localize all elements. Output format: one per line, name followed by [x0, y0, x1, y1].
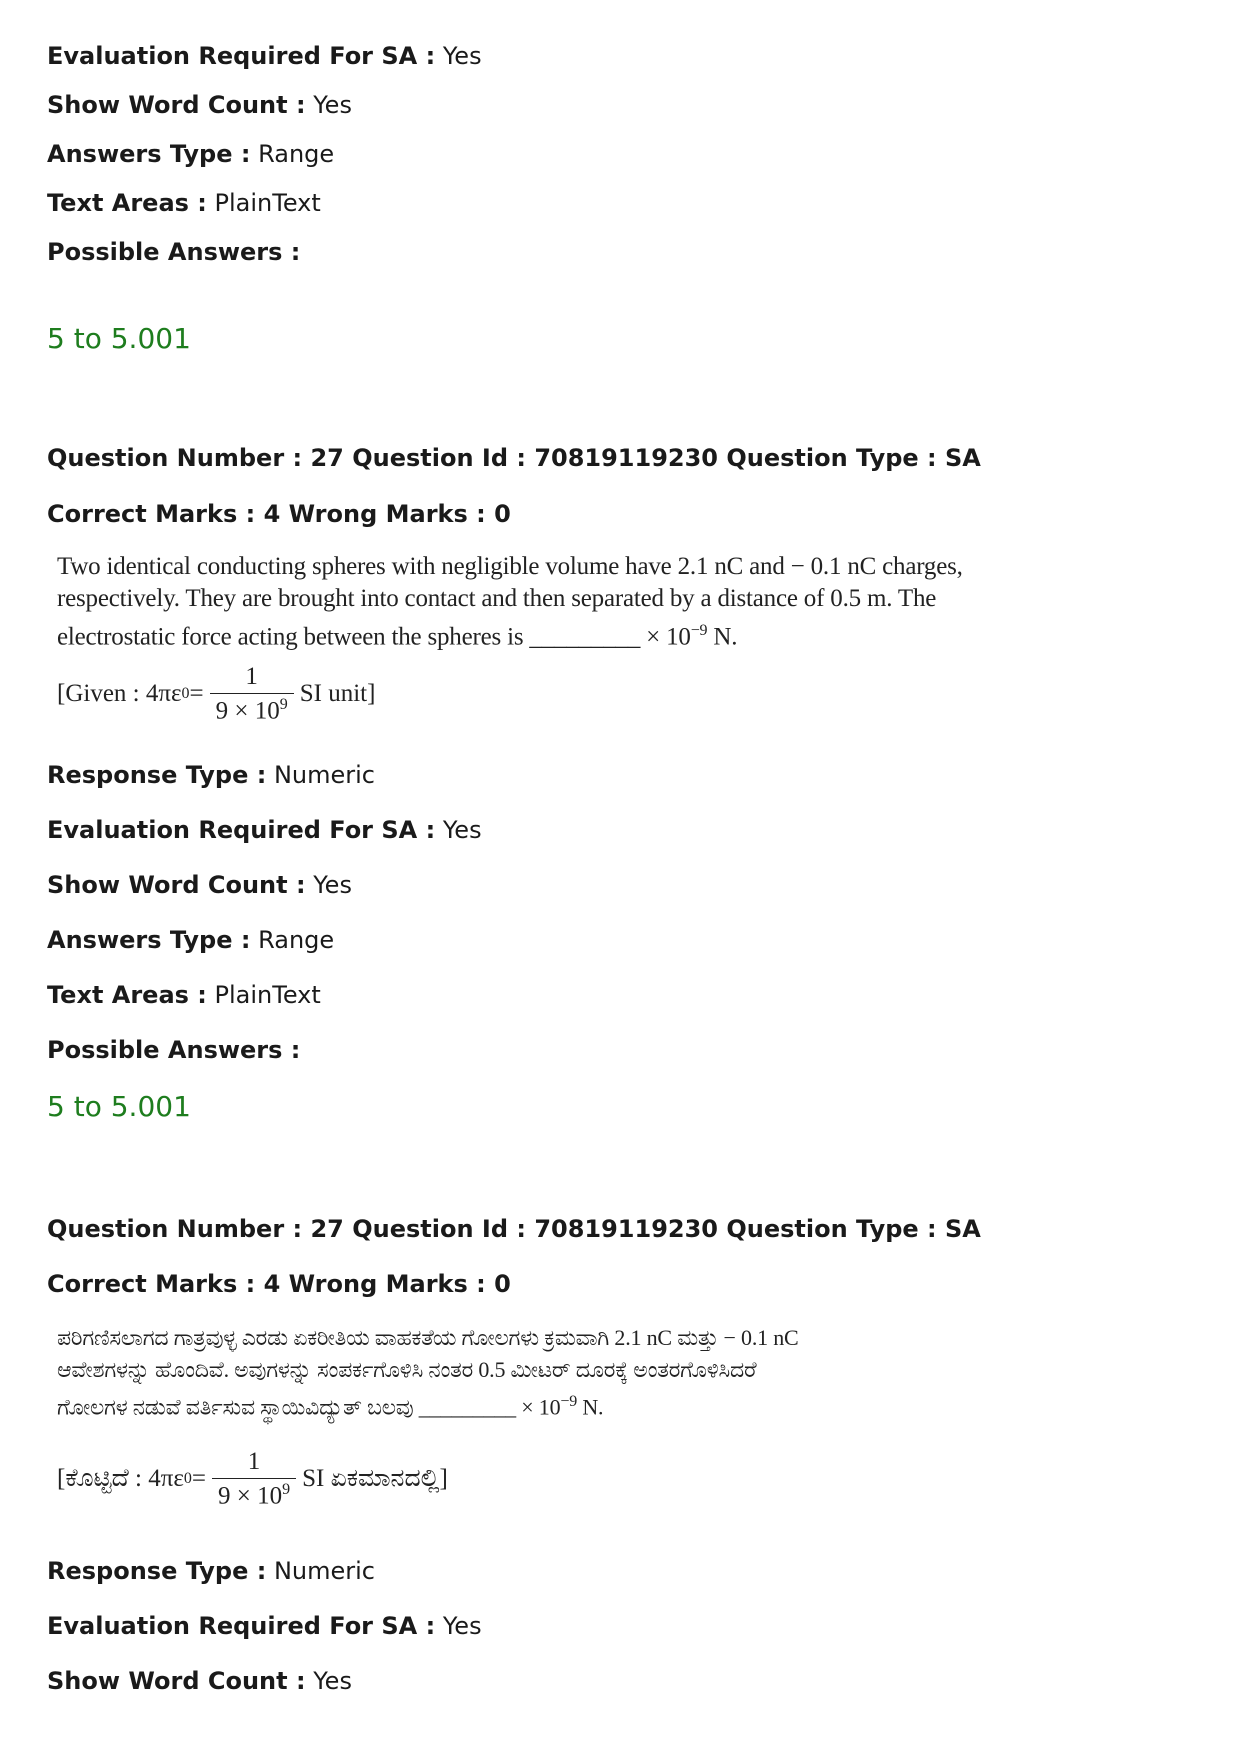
subscript: 0: [183, 1470, 192, 1488]
question-header: Question Number : 27 Question Id : 70819119230 Question Type : SA: [47, 444, 981, 472]
text-areas-field: [47, 188, 321, 218]
field-value: PlainText: [214, 981, 321, 1009]
show-word-count-field: [47, 90, 352, 120]
question-header: Question Number : 27 Question Id : 70819119230 Question Type : SA: [47, 1215, 981, 1243]
field-label: Possible Answers :: [47, 238, 301, 266]
denominator-base: 9 × 10: [217, 1482, 283, 1510]
question-text-line: [57, 1386, 799, 1423]
question-text: [57, 551, 963, 653]
equals-sign: =: [191, 1465, 206, 1493]
evaluation-required-field: [47, 1611, 482, 1641]
fraction-numerator: 1: [245, 663, 258, 690]
response-type-field: [47, 1556, 375, 1586]
field-label: Evaluation Required For SA :: [47, 816, 436, 844]
response-type-field: [47, 760, 375, 790]
question-text-line: ಪರಿಗಣಿಸಲಾಗದ ಗಾತ್ರವುಳ್ಳ ಎರಡು ಏಕರೀತಿಯ ವಾಹಕತೆಯ ಗೋಲಗಳು ಕ್ರಮವಾಗಿ 2.1 nC ಮತ್ತು − 0.1 nC: [57, 1325, 799, 1350]
question-text-line: respectively. They are brought into contact and then separated by a distance of 0.5 m. The: [57, 585, 937, 612]
field-label: Show Word Count :: [47, 91, 306, 119]
question-text-kannada: [57, 1322, 799, 1423]
fraction: [212, 1448, 296, 1510]
given-formula: [57, 663, 375, 725]
evaluation-required-field: [47, 41, 482, 71]
given-suffix: SI unit]: [299, 680, 376, 708]
fraction-numerator: 1: [247, 1448, 261, 1475]
subscript: 0: [181, 685, 190, 703]
field-label: Text Areas :: [47, 981, 207, 1009]
question-text-line: [57, 615, 963, 653]
question-text-segment: N.: [577, 1394, 604, 1420]
fraction-denominator: [210, 693, 294, 725]
possible-answer-value: 5 to 5.001: [47, 1090, 191, 1123]
field-label: Possible Answers :: [47, 1036, 301, 1064]
field-value: Range: [258, 926, 335, 954]
equals-sign: =: [189, 680, 204, 708]
field-value: Numeric: [273, 1557, 375, 1585]
field-value: Yes: [442, 816, 482, 844]
answers-type-field: [47, 925, 334, 955]
exponent: −9: [690, 622, 708, 639]
field-value: Yes: [442, 42, 482, 70]
possible-answers-field: [47, 237, 300, 267]
question-marks: Correct Marks : 4 Wrong Marks : 0: [47, 500, 511, 528]
evaluation-required-field: [47, 815, 482, 845]
field-label: Show Word Count :: [47, 871, 306, 899]
fraction-denominator: [212, 1478, 296, 1510]
fraction: [210, 663, 294, 725]
possible-answer-value: 5 to 5.001: [47, 322, 191, 355]
possible-answers-field: [47, 1035, 300, 1065]
field-label: Show Word Count :: [47, 1667, 306, 1695]
field-label: Answers Type :: [47, 140, 251, 168]
question-text-segment: N.: [707, 623, 738, 651]
field-label: Text Areas :: [47, 189, 207, 217]
answers-type-field: [47, 139, 334, 169]
show-word-count-field: [47, 1666, 352, 1696]
question-text-line: ಆವೇಶಗಳನ್ನು ಹೊಂದಿವೆ. ಅವುಗಳನ್ನು ಸಂಪರ್ಕಗೊಳಿಸಿ ನಂತರ 0.5 ಮೀಟರ್ ದೂರಕ್ಕೆ ಅಂತರಗೊಳಿಸಿದರೆ: [57, 1357, 757, 1382]
field-value: PlainText: [214, 189, 321, 217]
given-suffix: SI ಏಕಮಾನದಲ್ಲಿ]: [302, 1465, 448, 1493]
text-areas-field: [47, 980, 321, 1010]
question-text-line: Two identical conducting spheres with negligible volume have 2.1 nC and − 0.1 nC charges,: [57, 553, 963, 580]
given-formula-kannada: [57, 1448, 448, 1510]
field-label: Response Type :: [47, 1557, 267, 1585]
question-marks: Correct Marks : 4 Wrong Marks : 0: [47, 1270, 511, 1298]
question-text-segment: ಗೋಲಗಳ ನಡುವೆ ವರ್ತಿಸುವ ಸ್ಥಾಯಿವಿದ್ಯುತ್ ಬಲವು _________ × 10: [57, 1394, 561, 1420]
field-label: Response Type :: [47, 761, 267, 789]
field-value: Range: [258, 140, 335, 168]
field-label: Answers Type :: [47, 926, 251, 954]
field-label: Evaluation Required For SA :: [47, 42, 436, 70]
field-value: Numeric: [273, 761, 375, 789]
field-label: Evaluation Required For SA :: [47, 1612, 436, 1640]
field-value: Yes: [442, 1612, 482, 1640]
exponent: 9: [279, 696, 288, 713]
exponent: −9: [560, 1393, 578, 1410]
field-value: Yes: [313, 91, 352, 119]
question-text-segment: electrostatic force acting between the spheres is _________ × 10: [57, 623, 691, 651]
show-word-count-field: [47, 870, 352, 900]
field-value: Yes: [313, 871, 352, 899]
exponent: 9: [282, 1481, 291, 1498]
denominator-base: 9 × 10: [215, 697, 280, 725]
given-prefix: [Given : 4πε: [57, 680, 182, 708]
field-value: Yes: [313, 1667, 352, 1695]
given-prefix: [ಕೊಟ್ಟಿದೆ : 4πε: [57, 1465, 184, 1493]
